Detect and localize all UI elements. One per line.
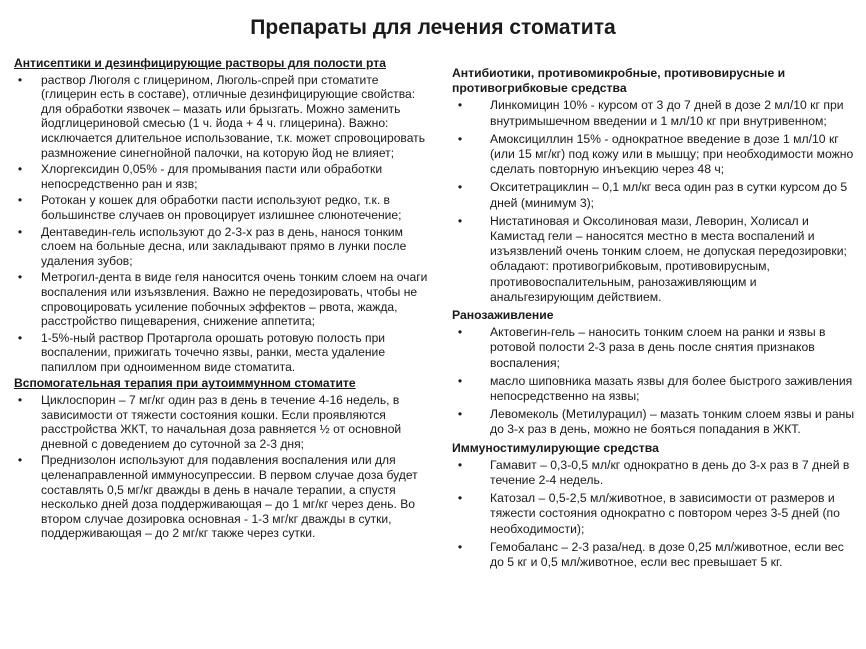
bullet-icon: • (457, 373, 463, 388)
left-column (14, 56, 434, 543)
list-item: • Циклоспорин – 7 мг/кг один раз в день в течение 4-16 недель, в зависимости от тяжести состояния кошки. Если проявляются расстройства ЖКТ, то начальная доза равняется ½ от основной дневной с доведением до суточной за 2-3 дня; (14, 393, 434, 451)
bullet-icon: • (457, 491, 463, 506)
antibiotics-list (452, 98, 857, 305)
list-item: • Линкомицин 10% - курсом от 3 до 7 дней в дозе 2 мл/10 кг при внутримышечном введении и 1 мл/10 кг при внутривенном; (452, 98, 857, 128)
bullet-icon: • (457, 325, 463, 340)
list-item: • Окситетрациклин – 0,1 мл/кг веса один раз в сутки курсом до 5 дней (минимум 3); (452, 180, 857, 210)
section-heading-antiseptics: Антисептики и дезинфицирующие растворы для полости рта (14, 56, 386, 70)
list-item: • Левомеколь (Метилурацил) – мазать тонким слоем язвы и раны до 3-х раз в день, можно не бояться попадания в ЖКТ. (452, 407, 857, 437)
list-item: • Амоксициллин 15% - однократное введение в дозе 1 мл/10 кг (или 15 мг/кг) под кожу или в мышцу; при необходимости можно сделать повторную инъекцию через 48 ч; (452, 132, 857, 178)
bullet-icon: • (457, 407, 463, 422)
bullet-icon: • (17, 270, 23, 285)
list-item: • 1-5%-ный раствор Протаргола орошать ротовую полость при воспалении, прижигать точечно язвы, ранки, места удаление папиллом при одноименном виде стоматита. (14, 331, 434, 375)
bullet-icon: • (17, 453, 23, 468)
list-item: • масло шиповника мазать язвы для более быстрого заживления непосредственно на язвы; (452, 374, 857, 404)
bullet-icon: • (17, 393, 23, 408)
bullet-icon: • (457, 131, 463, 146)
bullet-icon: • (457, 539, 463, 554)
bullet-icon: • (17, 193, 23, 208)
immunostimulants-list (452, 458, 857, 570)
wound-healing-list (452, 325, 857, 437)
section-heading-autoimmune: Вспомогательная терапия при аутоиммунном стоматите (14, 376, 356, 391)
list-item: • Катозал – 0,5-2,5 мл/животное, в зависимости от размеров и тяжести состояния однократно с повтором через 3-5 дней (по необходимости); (452, 491, 857, 537)
page-title: Препараты для лечения стоматита (250, 16, 616, 39)
bullet-icon: • (457, 457, 463, 472)
bullet-icon: • (17, 162, 23, 177)
section-heading-wound-healing: Ранозаживление (452, 308, 554, 323)
bullet-icon: • (17, 72, 23, 87)
list-item: • Гамавит – 0,3-0,5 мл/кг однократно в день до 3-х раз в 7 дней в течение 2-4 недель. (452, 458, 857, 488)
bullet-icon: • (457, 213, 463, 228)
list-item: • Дентаведин-гель используют до 2-3-х раз в день, нанося тонким слоем на больные десна, или закладывают прямо в лунки после удаления зубов; (14, 225, 434, 269)
list-item: • Ротокан у кошек для обработки пасти используют редко, т.к. в большинстве случаев он провоцирует излишнее слюнотечение; (14, 193, 434, 222)
list-item: • Преднизолон используют для подавления воспаления или для целенаправленной иммуносупрессии. В первом случае доза будет составлять 0,5 мг/кг дважды в день в начале терапии, а спустя несколько дней доза поддерживающая – до 1 мг/кг через день. Во втором случае дозировка основная - 1-3 мг/кг дважды в сутки, поддерживающая – до 2 мг/кг также через сутки. (14, 453, 434, 541)
bullet-icon: • (457, 98, 463, 113)
list-item: • Актовегин-гель – наносить тонким слоем на ранки и язвы в ротовой полости 2-3 раза в день после снятия признаков воспаления; (452, 325, 857, 371)
antiseptics-list (14, 73, 434, 375)
list-item: • раствор Люголя с глицерином, Люголь-спрей при стоматите (глицерин есть в составе), отличные дезинфицирующие свойства: для обработки язвочек – мазать или брызгать. Можно заменить йодглицериновой смесью (1 ч. йода + 4 ч. глицерина). Важно: исключается длительное использование, т.к. может спровоцировать размножение синегнойной палочки, на которую йод не влияет; (14, 73, 434, 161)
bullet-icon: • (17, 330, 23, 345)
bullet-icon: • (457, 180, 463, 195)
list-item: • Нистатиновая и Оксолиновая мази, Леворин, Холисал и Камистад гели – наносятся местно в места воспалений и изъязвлений очень тонким слоем, не допуская передозировки; обладают: противогрибковым, противовирусным, противовоспалительным, ранозаживляющим и анальгезирующим действием. (452, 214, 857, 305)
bullet-icon: • (17, 224, 23, 239)
list-item: • Хлоргексидин 0,05% - для промывания пасти или обработки непосредственно ран и язв; (14, 162, 434, 191)
section-heading-antibiotics: Антибиотики, противомикробные, противовирусные и противогрибковые средства (452, 66, 786, 96)
list-item: • Гемобаланс – 2-3 раза/нед. в дозе 0,25 мл/животное, если вес до 5 кг и 0,5 мл/животное, если вес превышает 5 кг. (452, 540, 857, 570)
list-item: • Метрогил-дента в виде геля наносится очень тонким слоем на очаги воспаления или изъязвления. Важно не передозировать, чтобы не спровоцировать усиление побочных эффектов – рвота, жажда, расстройство пищеварения, снижение аппетита; (14, 270, 434, 328)
section-heading-immunostimulants: Иммуностимулирующие средства (452, 440, 659, 455)
right-column (452, 64, 857, 573)
autoimmune-list (14, 393, 434, 541)
